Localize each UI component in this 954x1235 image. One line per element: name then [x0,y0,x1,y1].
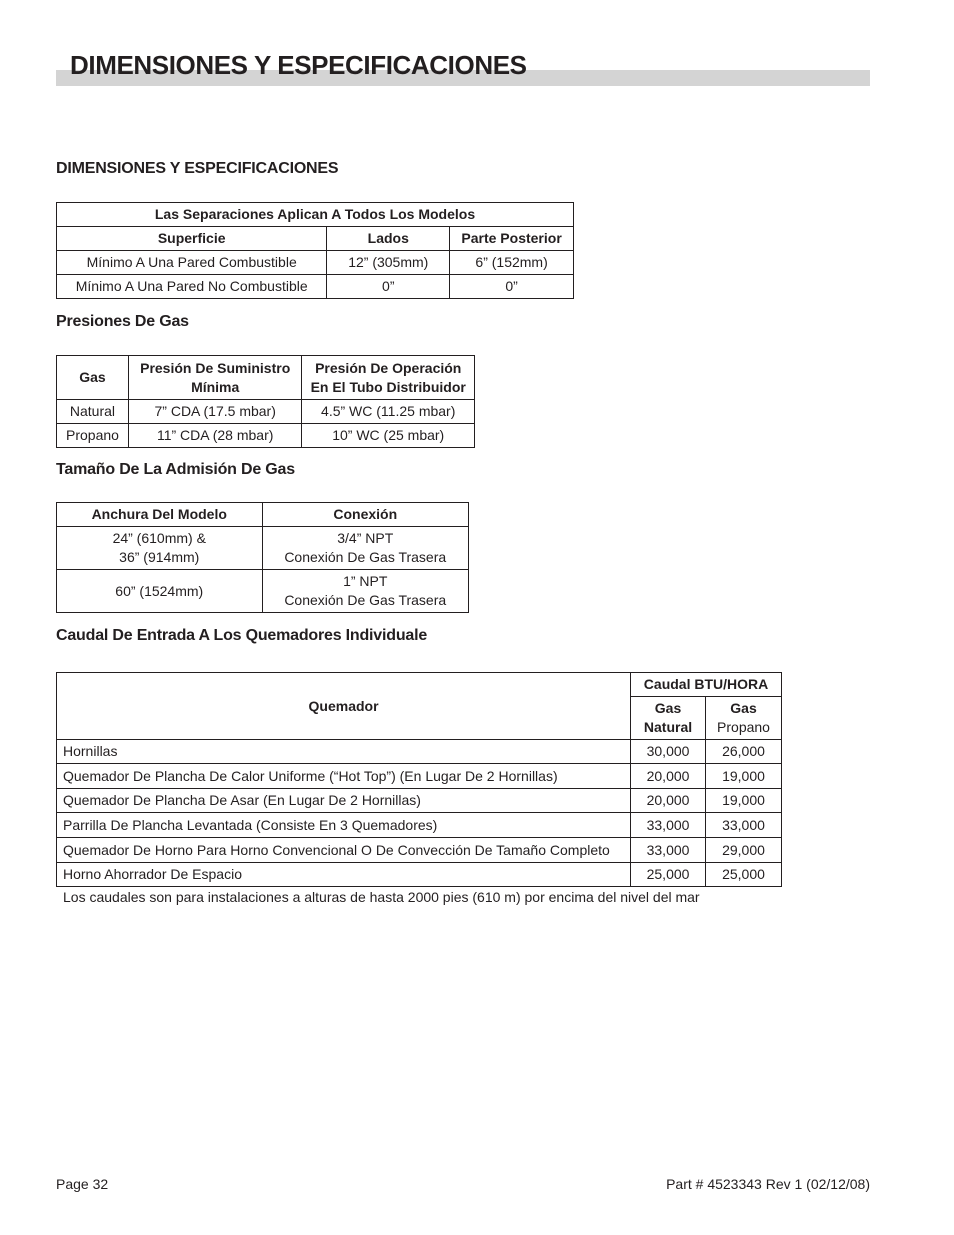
table-cell: 12” (305mm) [327,251,450,275]
table-cell: 30,000 [631,740,706,764]
part-number: Part # 4523343 Rev 1 (02/12/08) [666,1176,870,1192]
clearances-table-caption: Las Separaciones Aplican A Todos Los Modelos [57,203,574,227]
column-header-rear: Parte Posterior [450,227,574,251]
column-header-burner: Quemador [57,673,631,740]
column-header-gas: Gas [57,356,129,400]
column-header-connection: Conexión [262,503,469,527]
burner-rates-footnote: Los caudales son para instalaciones a alturas de hasta 2000 pies (610 m) por encima del nivel del mar [63,889,700,905]
table-cell: 0” [450,275,574,299]
table-cell: Hornillas [57,740,631,764]
dimensions-section-title: DIMENSIONES Y ESPECIFICACIONES [56,160,339,177]
table-cell: Quemador De Horno Para Horno Convencional O De Convección De Tamaño Completo [57,838,631,863]
clearances-table [56,202,574,299]
page-title: DIMENSIONES Y ESPECIFICACIONES [70,50,527,80]
table-cell: Natural [57,400,129,424]
table-cell: 33,000 [631,813,706,838]
table-cell: Mínimo A Una Pared No Combustible [57,275,327,299]
burner-rates-table [56,672,782,887]
column-header-btu-group: Caudal BTU/HORA [631,673,782,697]
burner-rates-section-title: Caudal De Entrada A Los Quemadores Individuale [56,627,428,644]
table-cell: 19,000 [706,789,782,813]
table-cell: 10” WC (25 mbar) [302,424,475,448]
gas-inlet-section-title: Tamaño De La Admisión De Gas [56,461,295,478]
table-row [57,400,475,424]
table-row [57,789,782,813]
table-cell: 25,000 [631,863,706,887]
table-cell: 3/4” NPT Conexión De Gas Trasera [262,527,469,570]
gas-pressures-section-title: Presiones De Gas [56,313,189,330]
column-header-operation-pressure: Presión De Operación En El Tubo Distribuidor [302,356,475,400]
table-cell: 1” NPT Conexión De Gas Trasera [262,570,469,613]
column-header-surface: Superficie [57,227,327,251]
table-cell: 29,000 [706,838,782,863]
page-number: Page 32 [56,1176,109,1192]
table-row [57,527,469,570]
table-cell: 26,000 [706,740,782,764]
table-cell: 25,000 [706,863,782,887]
table-cell: Quemador De Plancha De Asar (En Lugar De 2 Hornillas) [57,789,631,813]
table-row [57,251,574,275]
table-cell: 33,000 [706,813,782,838]
table-cell: Propano [57,424,129,448]
table-cell: Parrilla De Plancha Levantada (Consiste En 3 Quemadores) [57,813,631,838]
table-cell: 24” (610mm) & 36” (914mm) [57,527,263,570]
table-cell: 0” [327,275,450,299]
column-header-model-width: Anchura Del Modelo [57,503,263,527]
table-cell: Quemador De Plancha De Calor Uniforme (“Hot Top”) (En Lugar De 2 Hornillas) [57,764,631,789]
table-cell: 6” (152mm) [450,251,574,275]
table-cell: Horno Ahorrador De Espacio [57,863,631,887]
table-cell: 11” CDA (28 mbar) [128,424,302,448]
gas-pressures-table [56,355,475,448]
table-row [57,570,469,613]
column-header-sides: Lados [327,227,450,251]
gas-inlet-table [56,502,469,613]
table-row [57,813,782,838]
table-cell: 4.5” WC (11.25 mbar) [302,400,475,424]
table-cell: 33,000 [631,838,706,863]
table-cell: 7” CDA (17.5 mbar) [128,400,302,424]
table-row [57,838,782,863]
column-header-propane-gas: Gas Propano [706,697,782,740]
table-row [57,424,475,448]
table-cell: 20,000 [631,789,706,813]
table-cell: 60” (1524mm) [57,570,263,613]
table-cell: 20,000 [631,764,706,789]
table-row [57,764,782,789]
table-row [57,740,782,764]
table-cell: Mínimo A Una Pared Combustible [57,251,327,275]
column-header-natural-gas: Gas Natural [631,697,706,740]
table-row [57,275,574,299]
table-row [57,863,782,887]
column-header-supply-pressure: Presión De Suministro Mínima [128,356,302,400]
table-cell: 19,000 [706,764,782,789]
